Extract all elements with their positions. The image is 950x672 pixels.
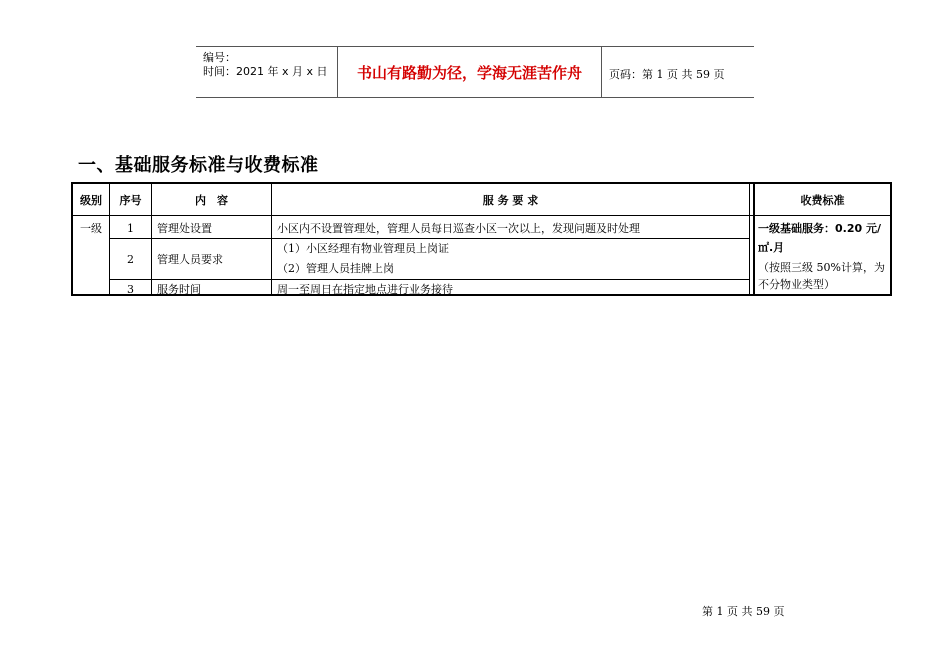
fee-note: 不分物业类型）: [758, 278, 835, 291]
header-fee: 收费标准: [800, 194, 845, 207]
footer-page-number: 第 1 页 共 59 页: [702, 605, 785, 618]
fee-note: （按照三级 50%计算，为: [758, 261, 885, 274]
row-seq: 2: [127, 253, 134, 266]
header-divider: [73, 215, 890, 216]
row-divider: [109, 279, 749, 280]
row-requirement: （2）管理人员挂牌上岗: [277, 262, 394, 275]
header-motto: 书山有路勤为径，学海无涯苦作舟: [338, 47, 602, 97]
row-seq: 1: [127, 222, 134, 235]
header-meta: [196, 47, 338, 97]
section-title: 一、基础服务标准与收费标准: [78, 155, 319, 176]
document-code-label: 编号：: [203, 51, 236, 64]
header-level: 级别: [80, 194, 102, 207]
row-requirement: 周一至周日在指定地点进行业务接待: [277, 283, 453, 296]
row-content: 管理处设置: [157, 222, 212, 235]
document-date-label: 时间：2021 年 x 月 x 日: [203, 65, 328, 78]
page-header: [196, 46, 754, 98]
header-content: 内 容: [195, 194, 228, 207]
row-requirement: 小区内不设置管理处，管理人员每日巡查小区一次以上，发现问题及时处理: [277, 222, 640, 235]
row-content: 服务时间: [157, 283, 201, 296]
row-divider: [109, 238, 749, 239]
header-seq: 序号: [119, 194, 142, 207]
row-seq: 3: [127, 283, 134, 296]
fee-rate: 一级基础服务：0.20 元/: [758, 222, 881, 235]
column-divider: [749, 184, 750, 294]
header-requirement: 服 务 要 求: [482, 194, 539, 207]
header-page-number: 页码：第 1 页 共 59 页: [609, 68, 725, 81]
fee-unit: ㎡.月: [758, 241, 785, 254]
row-content: 管理人员要求: [157, 253, 223, 266]
row-requirement: （1）小区经理有物业管理员上岗证: [277, 242, 449, 255]
service-fee-table: [71, 182, 892, 296]
level-value: 一级: [80, 222, 102, 235]
